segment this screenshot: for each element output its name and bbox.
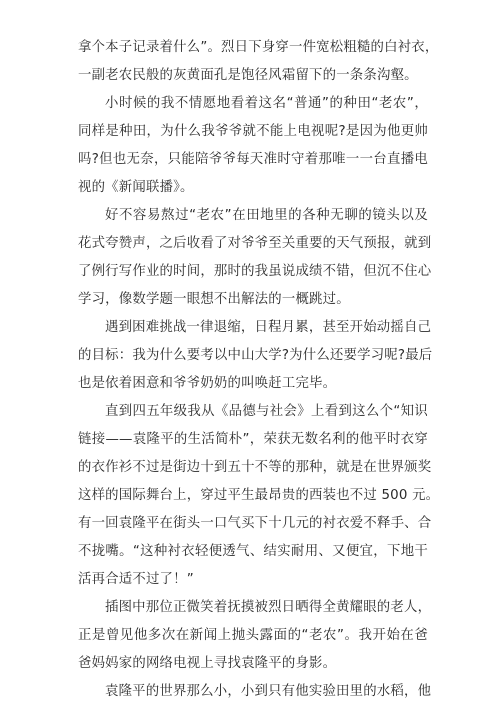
text-line: 吗?但也无奈，只能陪爷爷每天准时守着那唯一一台直播电 xyxy=(78,152,428,167)
text-line: 插图中那位正微笑着抚摸被烈日晒得全黄耀眼的老人， xyxy=(105,600,432,615)
text-line: 视的《新闻联播》。 xyxy=(78,180,194,195)
text-line: 拿个本子记录着什么”。烈日下身穿一件宽松粗糙的白衬衣， xyxy=(78,40,439,55)
paragraph xyxy=(78,678,432,706)
text-line: 花式夸赞声，之后收看了对爷爷至关重要的天气预报，就到 xyxy=(78,236,432,251)
text-line: 好不容易熬过“老农”在田地里的各种无聊的镜头以及 xyxy=(105,208,428,223)
text-line: 同样是种田，为什么我爷爷就不能上电视呢?是因为他更帅 xyxy=(78,124,428,139)
text-line: 的目标：我为什么要考以中山大学?为什么还要学习呢?最后 xyxy=(78,348,433,363)
paragraph xyxy=(78,202,432,314)
paragraph xyxy=(78,398,440,594)
text-line: 直到四五年级我从《品德与社会》上看到这么个“知识 xyxy=(105,404,428,419)
paragraph xyxy=(78,594,432,678)
text-line: 正是曾见他多次在新闻上抛头露面的“老农”。我开始在爸 xyxy=(78,628,428,643)
text-line: 遇到困难挑战一律退缩，日程月累，甚至开始动摇自己 xyxy=(105,320,432,335)
text-line: 不拢嘴。“这种衬衣轻便透气、结实耐用、又便宜，下地干 xyxy=(78,544,428,559)
text-line: 学习，像数学题一眼想不出解法的一概跳过。 xyxy=(78,292,350,307)
document-body xyxy=(78,34,440,706)
paragraph xyxy=(78,90,428,202)
text-line: 爸妈妈家的网络电视上寻找袁隆平的身影。 xyxy=(78,656,337,671)
text-line: 活再合适不过了！” xyxy=(78,572,194,587)
paragraph xyxy=(78,314,433,398)
text-line: 有一回袁隆平在街头一口气买下十几元的衬衣爱不释手、合 xyxy=(78,516,432,531)
text-line: 的衣作衫不过是街边十到五十不等的那种，就是在世界颁奖 xyxy=(78,460,432,475)
text-line: 这样的国际舞台上，穿过平生最昂贵的西装也不过 500 元。 xyxy=(78,488,440,503)
text-line: 一副老农民般的灰黄面孔是饱径风霜留下的一条条沟壑。 xyxy=(78,68,418,83)
text-line: 也是依着困意和爷爷奶奶的叫唤赶工完毕。 xyxy=(78,376,337,391)
text-line: 袁隆平的世界那么小，小到只有他实验田里的水稻，他 xyxy=(105,684,432,699)
paragraph xyxy=(78,34,439,90)
text-line: 链接——袁隆平的生活简朴”，荣获无数名利的他平时衣穿 xyxy=(78,432,428,447)
text-line: 小时候的我不情愿地看着这名“普通”的种田“老农”， xyxy=(105,96,428,111)
text-line: 了例行写作业的时间，那时的我虽说成绩不错，但沉不住心 xyxy=(78,264,432,279)
